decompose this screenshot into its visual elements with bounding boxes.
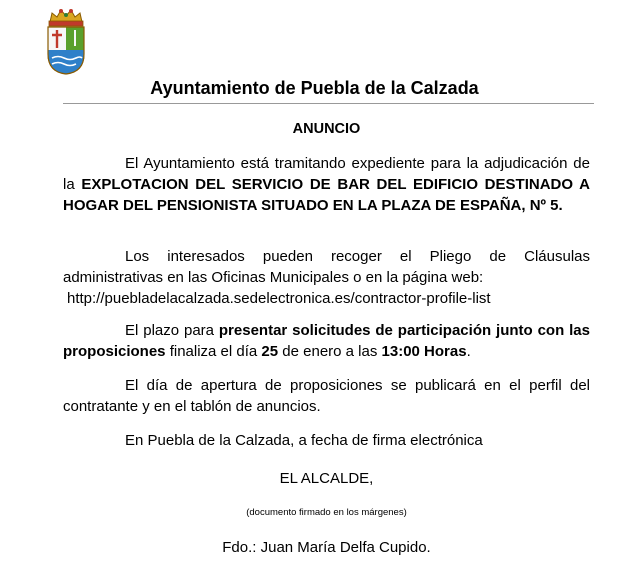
paragraph-adjudication-subject: EXPLOTACION DEL SERVICIO DE BAR DEL EDIFICIO DESTINADO A HOGAR DEL PENSIONISTA SITUADO EN LA PLAZA DE ESPAÑA, Nº 5.: [63, 176, 590, 214]
deadline-mid2: de enero a las: [278, 343, 382, 360]
announcement-heading: ANUNCIO: [292, 121, 361, 137]
page-title: Ayuntamiento de Puebla de la Calzada: [150, 78, 479, 98]
paragraph-adjudication: [63, 153, 590, 216]
deadline-intro: El plazo para: [125, 322, 219, 339]
paragraph-opening: El día de apertura de proposiciones se publicará en el perfil del contratante y en el tablón de anuncios.: [63, 377, 590, 415]
place-date-line: En Puebla de la Calzada, a fecha de firma electrónica: [125, 432, 483, 449]
deadline-end: .: [466, 343, 471, 360]
signature-note: (documento firmado en los márgenes): [246, 507, 407, 518]
paragraph-pliego: Los interesados pueden recoger el Pliego de Cláusulas administrativas en las Oficinas Municipales o en la página web:: [63, 248, 590, 286]
deadline-time: 13:00 Horas: [381, 343, 467, 360]
contractor-profile-link[interactable]: http://puebladelacalzada.sedelectronica.es/contractor-profile-list: [67, 290, 491, 307]
paragraph-deadline: [63, 320, 590, 362]
deadline-day: 25: [261, 343, 279, 360]
deadline-bold-subject: presentar solicitudes de participación junto con las proposiciones: [63, 322, 590, 360]
header-divider: [63, 103, 594, 104]
paragraph-adjudication-intro: El Ayuntamiento está tramitando expediente para la adjudicación de la: [63, 155, 590, 193]
coat-of-arms-icon: [44, 8, 88, 76]
deadline-mid: finaliza el día: [165, 343, 262, 360]
signer-title: EL ALCALDE,: [279, 470, 374, 487]
signature-line: Fdo.: Juan María Delfa Cupido.: [222, 539, 431, 556]
